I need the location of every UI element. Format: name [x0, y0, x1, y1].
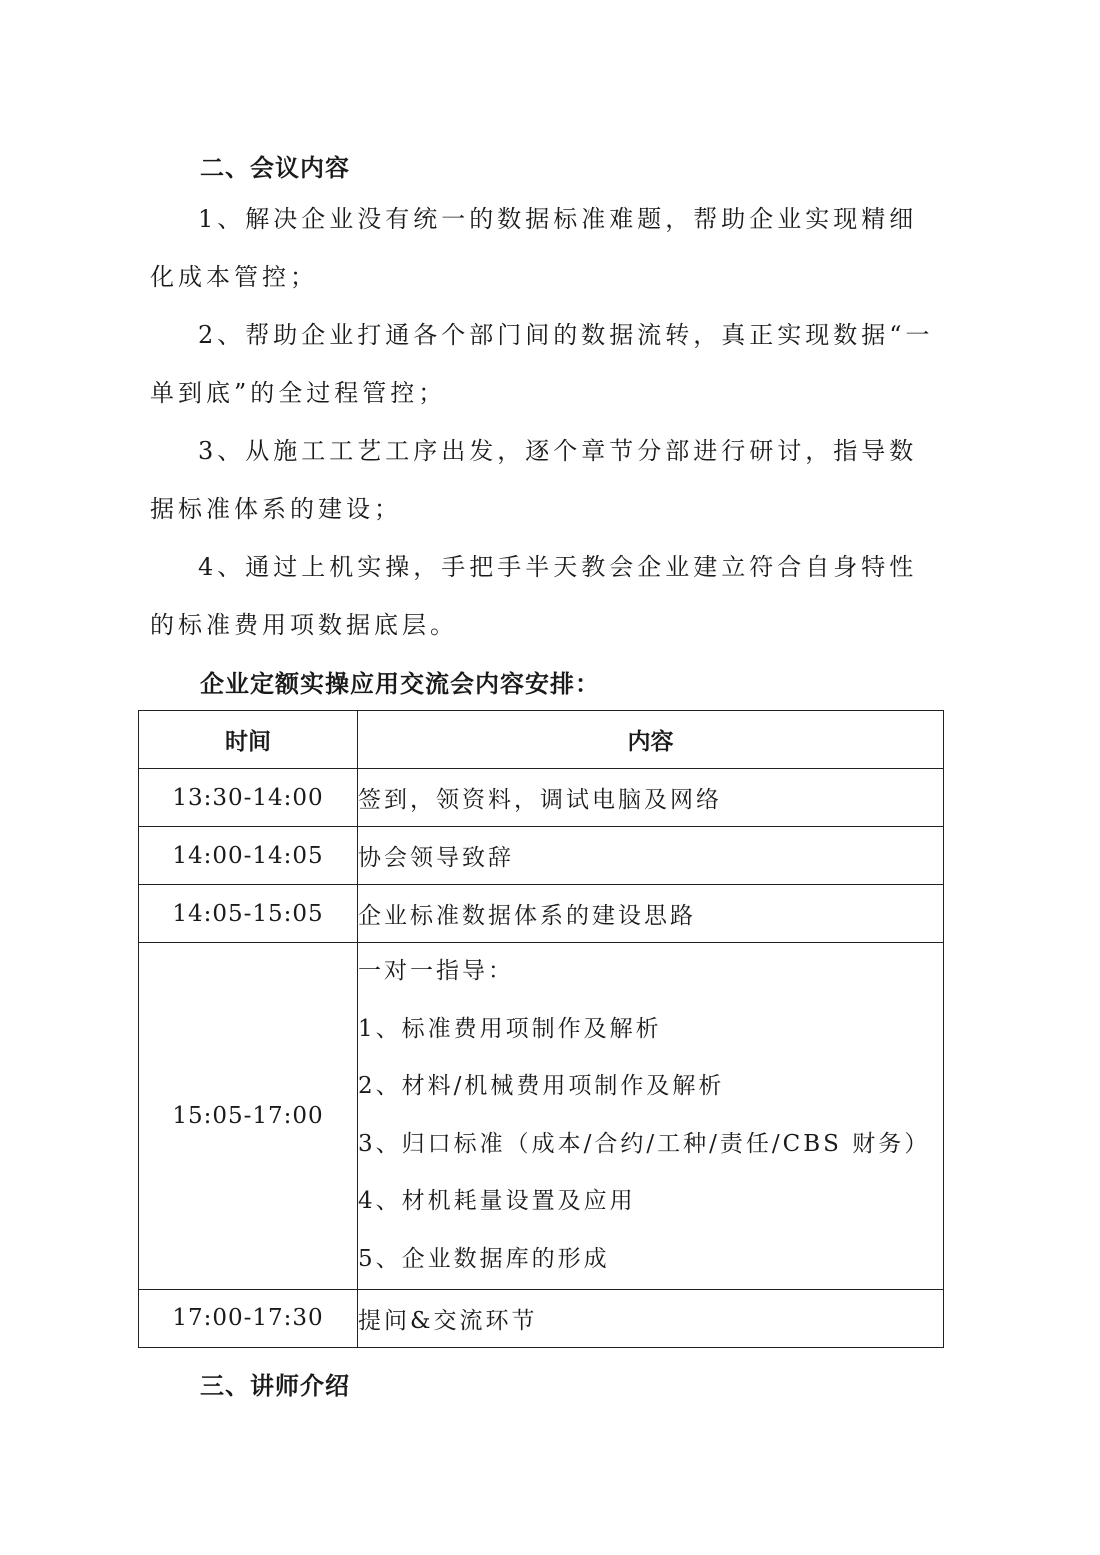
table-row [139, 769, 944, 827]
row-content: 协会领导致辞 [358, 827, 944, 885]
guidance-item: 1、标准费用项制作及解析 [358, 1015, 662, 1042]
schedule-title: 企业定额实操应用交流会内容安排： [200, 670, 600, 698]
paragraph-4: 4、通过上机实操，手把手半天教会企业建立符合自身特性的标准费用项数据底层。 [150, 553, 918, 639]
schedule-table [138, 710, 944, 1348]
row-content: 签到，领资料，调试电脑及网络 [358, 769, 944, 827]
table-row [139, 943, 944, 1290]
section-3-title: 三、讲师介绍 [200, 1372, 350, 1400]
table-row [139, 827, 944, 885]
header-content: 内容 [358, 711, 944, 769]
guidance-heading: 一对一指导： [358, 958, 514, 984]
row-content-multiline [358, 943, 944, 1290]
row-time: 17:00-17:30 [139, 1289, 358, 1347]
row-content: 企业标准数据体系的建设思路 [358, 885, 944, 943]
row-time: 14:00-14:05 [139, 827, 358, 885]
guidance-item: 3、归口标准（成本/合约/工种/责任/CBS 财务） [358, 1130, 931, 1157]
table-row [139, 885, 944, 943]
paragraph-1: 1、解决企业没有统一的数据标准难题，帮助企业实现精细化成本管控； [150, 205, 918, 291]
guidance-item: 2、材料/机械费用项制作及解析 [358, 1073, 725, 1100]
guidance-item: 5、企业数据库的形成 [358, 1245, 610, 1272]
paragraph-2: 2、帮助企业打通各个部门间的数据流转，真正实现数据“一单到底”的全过程管控； [150, 321, 934, 407]
row-content: 提问&交流环节 [358, 1289, 944, 1347]
table-row [139, 1289, 944, 1347]
row-time: 15:05-17:00 [139, 943, 358, 1290]
table-header-row [139, 711, 944, 769]
row-time: 13:30-14:00 [139, 769, 358, 827]
section-2-title: 二、会议内容 [200, 154, 350, 182]
row-time: 14:05-15:05 [139, 885, 358, 943]
paragraph-3: 3、从施工工艺工序出发，逐个章节分部进行研讨，指导数据标准体系的建设； [150, 437, 918, 523]
guidance-item: 4、材机耗量设置及应用 [358, 1188, 636, 1215]
header-time: 时间 [139, 711, 358, 769]
